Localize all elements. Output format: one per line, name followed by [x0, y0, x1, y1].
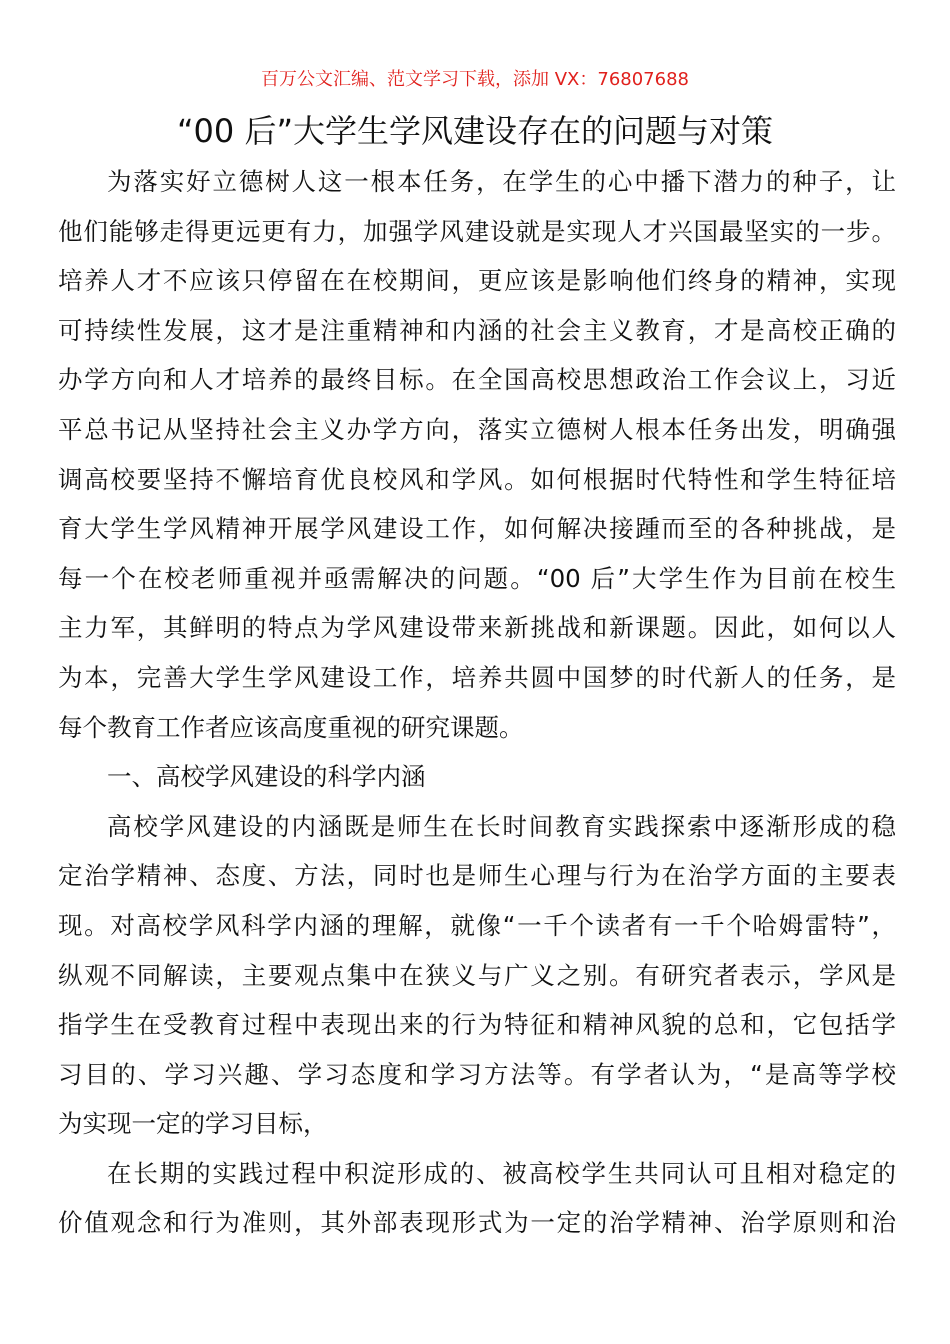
- section-heading: [58, 752, 896, 802]
- paragraph-line: 培养人才不应该只停留在在校期间，更应该是影响他们终身的精神，实现: [58, 266, 896, 296]
- paragraph-line: 每个教育工作者应该高度重视的研究课题。: [58, 712, 524, 742]
- paragraph-line: 定治学精神、态度、方法，同时也是师生心理与行为在治学方面的主要表: [58, 861, 896, 891]
- paragraph-line: 办学方向和人才培养的最终目标。在全国高校思想政治工作会议上，习近: [58, 365, 896, 395]
- paragraph-line: 在长期的实践过程中积淀形成的、被高校学生共同认可且相对稳定的: [107, 1158, 896, 1188]
- paragraph-line: 调高校要坚持不懈培育优良校风和学风。如何根据时代特性和学生特征培: [58, 464, 896, 494]
- section-heading-text: 一、高校学风建设的科学内涵: [107, 762, 426, 792]
- paragraph-line: 习目的、学习兴趣、学习态度和学习方法等。有学者认为，“是高等学校: [58, 1059, 896, 1089]
- document-body: [58, 157, 896, 1248]
- header-watermark-text: 百万公文汇编、范文学习下载，添加 VX：76807688: [261, 69, 689, 90]
- paragraph-connotation: [58, 802, 896, 1149]
- paragraph-line: 可持续性发展，这才是注重精神和内涵的社会主义教育，才是高校正确的: [58, 315, 896, 345]
- paragraph-line: 育大学生学风精神开展学风建设工作，如何解决接踵而至的各种挑战，是: [58, 514, 896, 544]
- paragraph-line: 指学生在受教育过程中表现出来的行为特征和精神风貌的总和，它包括学: [58, 1010, 896, 1040]
- paragraph-practice: [58, 1149, 896, 1248]
- paragraph-intro: [58, 157, 896, 752]
- paragraph-line: 平总书记从坚持社会主义办学方向，落实立德树人根本任务出发，明确强: [58, 414, 896, 444]
- paragraph-line: 他们能够走得更远更有力，加强学风建设就是实现人才兴国最坚实的一步。: [58, 216, 896, 246]
- paragraph-line: 纵观不同解读，主要观点集中在狭义与广义之别。有研究者表示，学风是: [58, 960, 896, 990]
- paragraph-line: 为落实好立德树人这一根本任务，在学生的心中播下潜力的种子，让: [107, 167, 896, 196]
- paragraph-line: 每一个在校老师重视并亟需解决的问题。“00 后”大学生作为目前在校生: [58, 563, 896, 593]
- paragraph-line: 主力军，其鲜明的特点为学风建设带来新挑战和新课题。因此，如何以人: [58, 613, 896, 643]
- document-title: “00 后”大学生学风建设存在的问题与对策: [176, 112, 774, 150]
- paragraph-line: 为实现一定的学习目标，: [58, 1109, 328, 1139]
- paragraph-line: 为本，完善大学生学风建设工作，培养共圆中国梦的时代新人的任务，是: [58, 662, 896, 692]
- paragraph-line: 现。对高校学风科学内涵的理解，就像“一千个读者有一千个哈姆雷特”，: [58, 910, 896, 940]
- paragraph-line: 高校学风建设的内涵既是师生在长时间教育实践探索中逐渐形成的稳: [107, 811, 896, 841]
- paragraph-line: 价值观念和行为准则，其外部表现形式为一定的治学精神、治学原则和治: [58, 1208, 896, 1238]
